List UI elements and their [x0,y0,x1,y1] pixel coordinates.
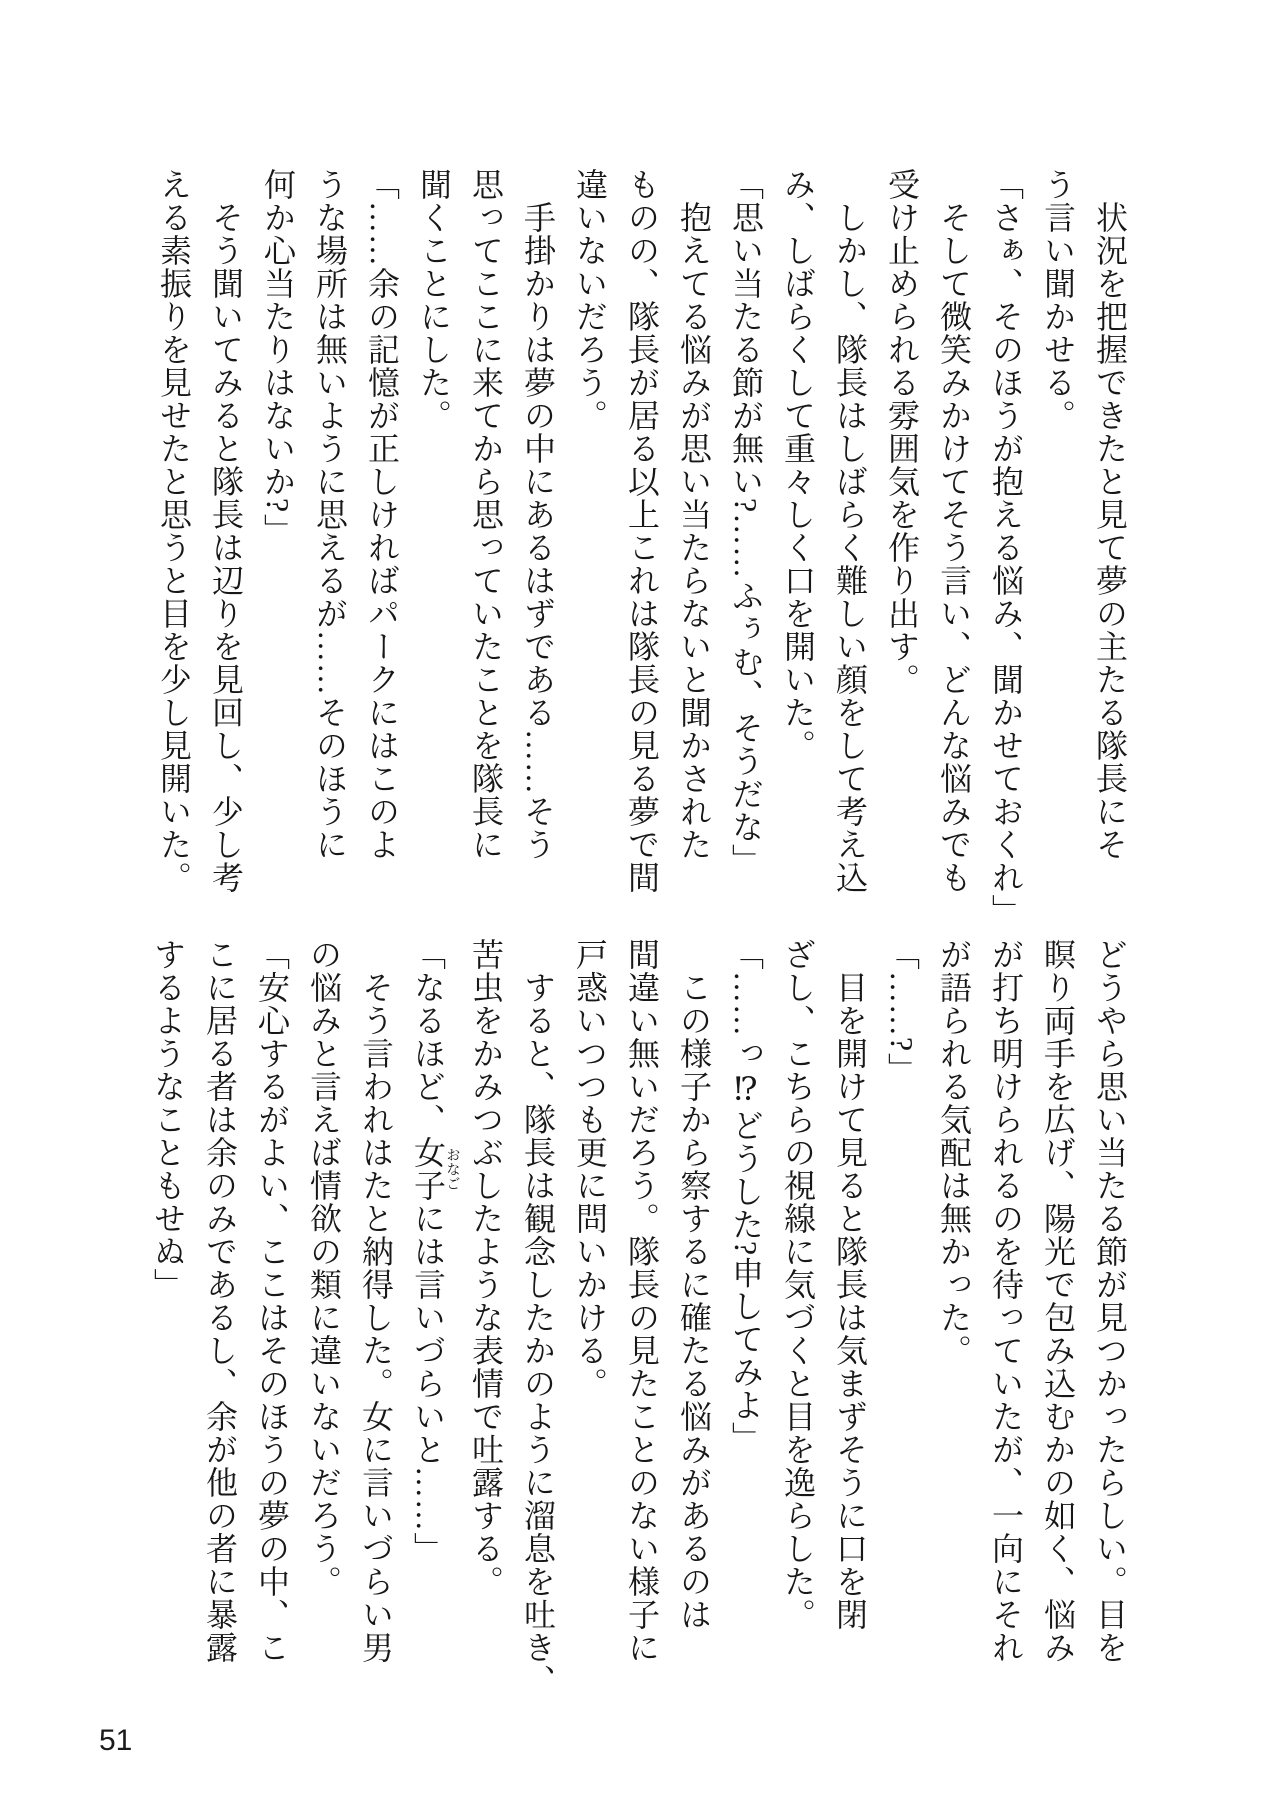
page-number: 51 [99,1724,133,1757]
text-line: しかし、隊長はしばらく難しい顔をして考え込 [832,201,868,894]
text-line: 受け止められる雰囲気を作り出す。 [884,168,920,696]
text-line: 違いないだろう。 [572,168,608,432]
text-line: そう聞いてみると隊長は辺りを見回し、少し考 [208,201,244,894]
text-line: どうやら思い当たる節が見つかったらしい。目を [1092,938,1128,1664]
text-line: 瞑り両手を広げ、陽光で包み込むかの如く、悩み [1040,938,1076,1664]
text-line: 「……?」 [884,938,920,1086]
text-line: の悩みと言えば情欲の類に違いないだろう。 [306,938,342,1598]
text-line: 戸惑いつつも更に問いかける。 [572,938,608,1400]
text-line: 苦虫をかみつぶしたような表情で吐露する。 [468,938,504,1598]
text-line: そして微笑みかけてそう言い、どんな悩みでも [936,201,972,894]
ruby-annotation: 女子おなご [410,1136,460,1202]
text-line: が語られる気配は無かった。 [936,938,972,1367]
text-line: そう言われはたと納得した。女に言いづらい男 [358,971,394,1664]
text-line: こに居る者は余のみであるし、余が他の者に暴露 [202,938,238,1664]
text-line: この様子から察するに確たる悩みがあるのは [676,971,712,1631]
text-line: 「安心するがよい、ここはそのほうの夢の中、こ [254,938,290,1664]
text-line: 聞くことにした。 [416,168,452,432]
text-line: 「……余の記憶が正しければパークにはこのよ [364,168,400,861]
text-block-upper [148,168,1136,927]
text-line: 抱えてる悩みが思い当たらないと聞かされた [676,201,712,861]
text-line: が打ち明けられるのを待っていたが、一向にそれ [988,938,1024,1664]
text-line: ものの、隊長が居る以上これは隊長の見る夢で間 [624,168,660,894]
text-line: 「思い当たる節が無い?……ふぅむ、そうだな」 [728,168,764,877]
text-line: ざし、こちらの視線に気づくと目を逸らした。 [780,938,816,1631]
text-line: 思ってここに来てから思っていたことを隊長に [468,168,504,861]
text-line: える素振りを見せたと思うと目を少し見開いた。 [156,168,192,894]
text-line: うな場所は無いように思えるが……そのほうに [312,168,348,861]
text-line: 「さぁ、そのほうが抱える悩み、聞かせておくれ」 [988,168,1024,927]
text-line: 「なるほど、女子おなごには言いづらいと……」 [410,938,460,1565]
text-line: 目を開けて見ると隊長は気まずそうに口を閉 [832,971,868,1631]
text-line: 何か心当たりはないか?」 [260,168,296,547]
text-block-lower [142,938,1136,1697]
text-line: 間違い無いだろう。隊長の見たことのない様子に [624,938,660,1664]
text-line: するようなこともせぬ」 [150,938,186,1301]
text-line: う言い聞かせる。 [1040,168,1076,432]
text-line: すると、隊長は観念したかのように溜息を吐き、 [520,971,556,1697]
text-line: み、しばらくして重々しく口を開いた。 [780,168,816,762]
text-line: 状況を把握できたと見て夢の主たる隊長にそ [1092,201,1128,861]
text-line: 「……っ⁉どうした?申してみよ」 [728,938,764,1455]
text-line: 手掛かりは夢の中にあるはずである……そう [520,201,556,861]
